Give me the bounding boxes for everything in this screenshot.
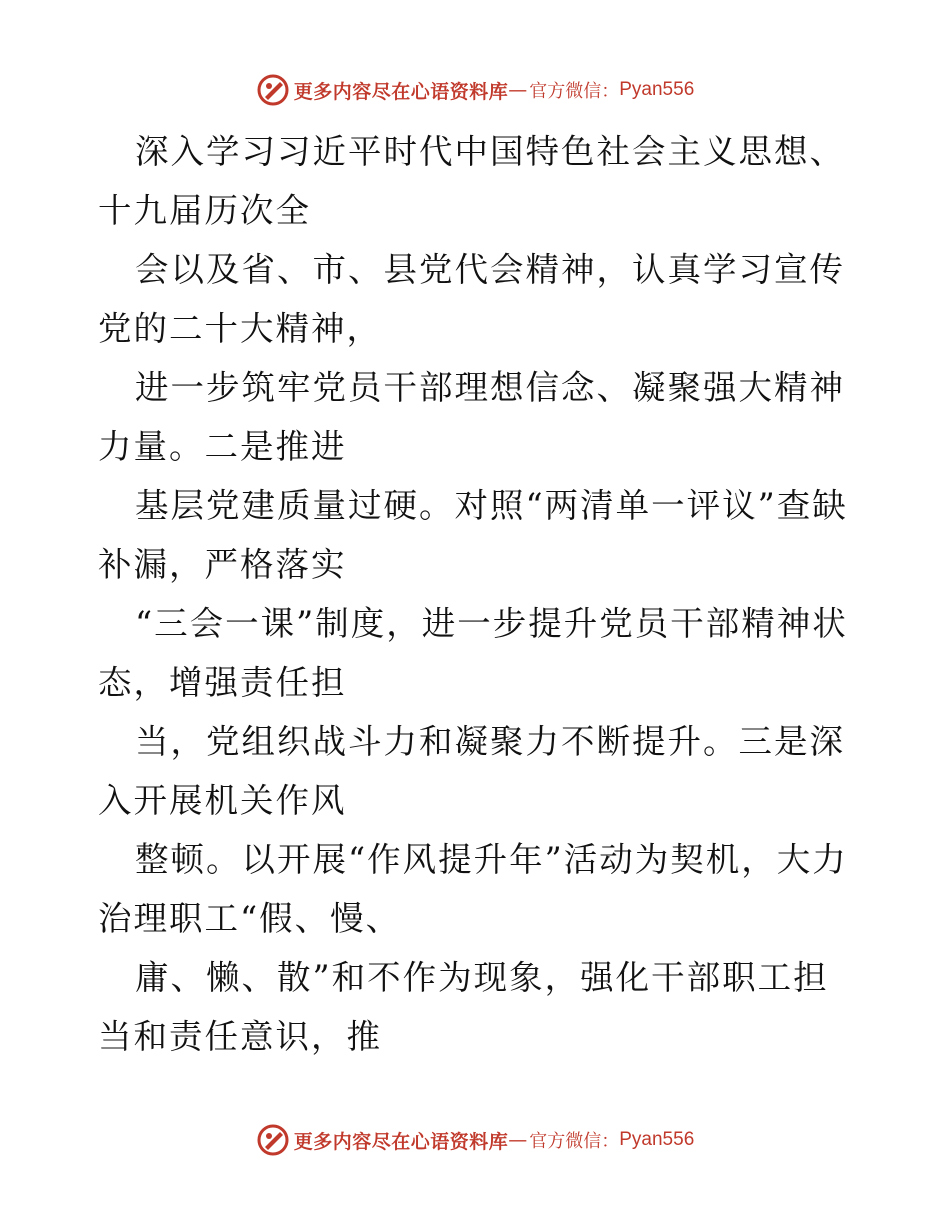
watermark-wechat-id: Pyan556	[619, 1129, 695, 1150]
document-body	[98, 122, 858, 1066]
watermark-label: 官方微信：	[529, 81, 620, 102]
watermark-brand-text: 更多内容尽在心语资料库	[293, 1130, 509, 1153]
paragraph-8: 庸、懒、散”和不作为现象，强化干部职工担当和责任意识，推	[98, 958, 829, 1056]
paragraph-2: 会以及省、市、县党代会精神，认真学习宣传党的二十大精神，	[98, 250, 845, 348]
paragraph-1: 深入学习习近平时代中国特色社会主义思想、十九届历次全	[98, 132, 845, 230]
brand-logo-icon	[256, 73, 290, 107]
watermark-wechat-id: Pyan556	[619, 79, 695, 100]
watermark-separator: —	[508, 1129, 528, 1151]
header-watermark	[0, 70, 950, 110]
paragraph-4: 基层党建质量过硬。对照“两清单一评议”查缺补漏，严格落实	[98, 486, 848, 584]
footer-watermark	[0, 1120, 950, 1160]
brand-logo-icon	[256, 1123, 290, 1157]
watermark-separator: —	[508, 79, 528, 101]
paragraph-6: 当，党组织战斗力和凝聚力不断提升。三是深入开展机关作风	[98, 722, 845, 820]
watermark-label: 官方微信：	[529, 1131, 620, 1152]
watermark-brand-text: 更多内容尽在心语资料库	[293, 80, 509, 103]
paragraph-7: 整顿。以开展“作风提升年”活动为契机，大力治理职工“假、慢、	[98, 840, 848, 938]
paragraph-3: 进一步筑牢党员干部理想信念、凝聚强大精神力量。二是推进	[98, 368, 845, 466]
paragraph-5: “三会一课”制度，进一步提升党员干部精神状态，增强责任担	[98, 604, 848, 702]
